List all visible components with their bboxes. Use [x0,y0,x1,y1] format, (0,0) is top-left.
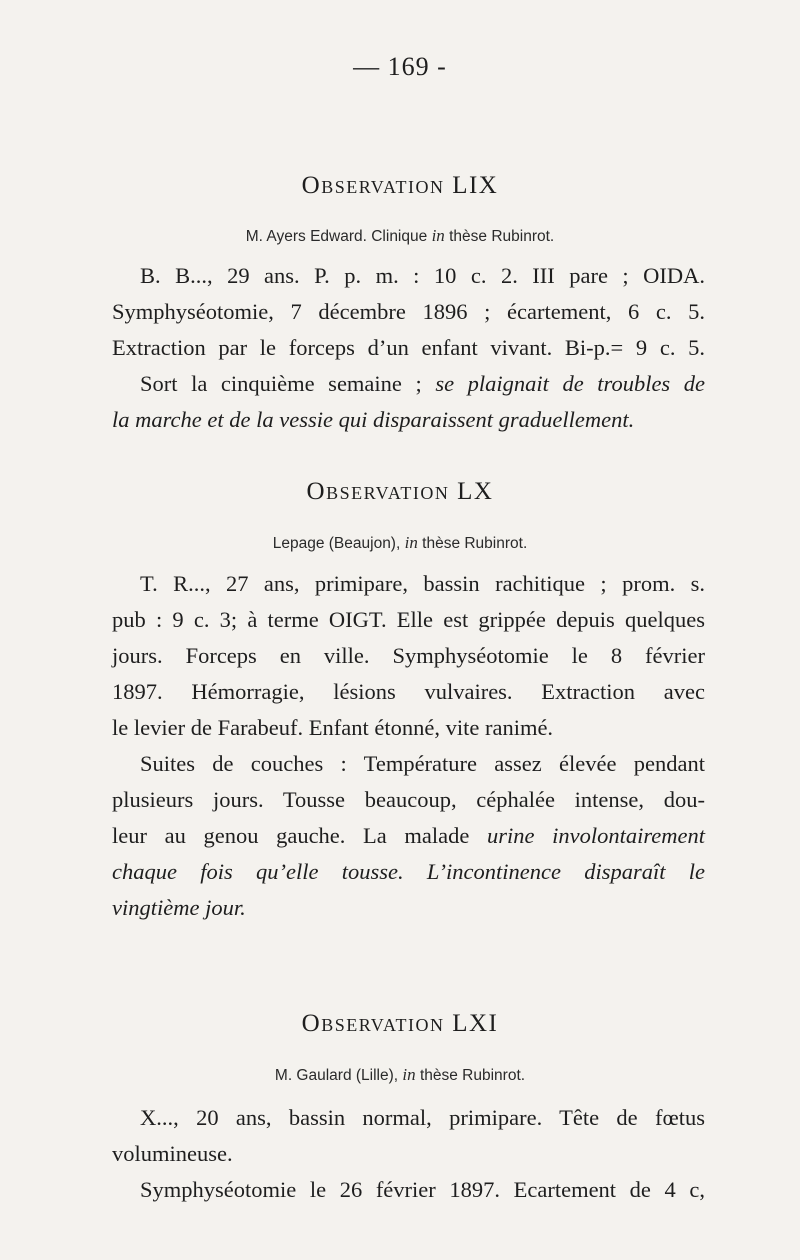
observation-text-lix [112,258,705,438]
text-line: X..., 20 ans, bassin normal, primipare. Tête de fœtus [140,1105,705,1130]
text-span: leur au genou gauche. La malade [112,823,487,848]
observation-text-lx [112,566,705,926]
observation-title-lxi: Observation LXI [301,1010,499,1037]
italic-span: chaque fois qu’elle tousse. L’incontinence disparaît le [112,859,705,884]
text-line [112,890,705,926]
text-line: 1897. Hémorragie, lésions vulvaires. Extraction avec [112,679,705,704]
page-number: — 169 - [353,52,447,81]
text-line: T. R..., 27 ans, primipare, bassin rachitique ; prom. s. [140,571,705,596]
source-italic: in [404,533,418,552]
observation-source-lx [0,533,800,553]
source-italic: in [402,1065,416,1084]
text-line [112,402,705,438]
text-line: Symphyséotomie le 26 février 1897. Ecartement de 4 c, [140,1177,705,1202]
text-line: le levier de Farabeuf. Enfant étonné, vite ranimé. [112,715,554,740]
text-line: Extraction par le forceps d’un enfant vivant. Bi-p.= 9 c. 5. [112,335,705,360]
source-prefix: M. Gaulard (Lille), [274,1067,399,1084]
observation-title-lix: Observation LIX [301,172,499,199]
italic-span: urine involontairement [486,823,705,848]
observation-title-lx: Observation LX [306,478,494,505]
text-line: Suites de couches : Température assez élevée pendant [140,751,705,776]
text-line [112,366,705,402]
italic-span: la marche et de la vessie qui disparaissent graduellement. [112,407,635,432]
source-suffix: thèse Rubinrot. [419,1067,526,1084]
italic-span: vingtième jour. [112,895,246,920]
text-line [112,854,705,890]
source-suffix: thèse Rubinrot. [449,228,555,245]
text-line [112,818,705,854]
source-suffix: thèse Rubinrot. [422,535,528,552]
text-span: Sort la cinquième semaine ; [140,371,436,396]
italic-span: se plaignait de troubles de [435,371,705,396]
text-line: B. B..., 29 ans. P. p. m. : 10 c. 2. III pare ; OIDA. [140,263,705,288]
text-line: volumineuse. [112,1141,233,1166]
text-line: Symphyséotomie, 7 décembre 1896 ; écartement, 6 c. 5. [112,299,705,324]
observation-source-lix [0,226,800,246]
text-line: plusieurs jours. Tousse beaucoup, céphalée intense, dou- [112,787,705,812]
source-prefix: M. Ayers Edward. Clinique [245,228,428,245]
text-line: jours. Forceps en ville. Symphyséotomie le 8 février [112,643,705,668]
observation-source-lxi [0,1065,800,1085]
observation-text-lxi [112,1100,705,1208]
text-line: pub : 9 c. 3; à terme OIGT. Elle est grippée depuis quelques [112,607,705,632]
source-italic: in [431,226,445,245]
source-prefix: Lepage (Beaujon), [272,535,401,552]
